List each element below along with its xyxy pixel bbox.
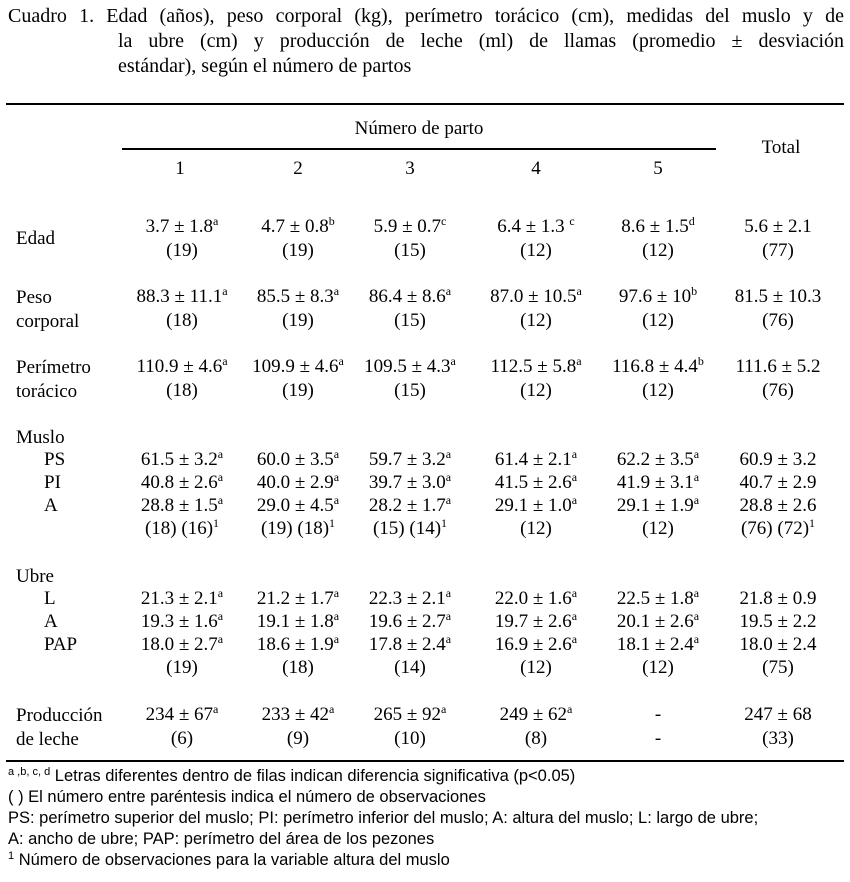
col-header-2: 2 [293,158,303,179]
table-bottom-rule [6,760,844,762]
perimetro-n-col-2: (19) [282,380,314,401]
ubre-a-col-6: 19.5 ± 2.2 [739,611,817,632]
perimetro-col-2: 109.9 ± 4.6$^a$ [252,354,344,377]
leche-col-6: 247 ± 68 [744,704,812,725]
ubre-l-col-6: 21.8 ± 0.9 [739,588,817,609]
ubre-l-col-4: 22.0 ± 1.6$^a$ [494,586,578,609]
muslo-pi-col-6: 40.7 ± 2.9 [739,472,817,493]
note-parentheses: ( ) El número entre paréntesis indica el número de observaciones [8,788,486,806]
edad-col-5: 8.6 ± 1.5$^d$ [621,214,695,237]
ubre-a-col-4: 19.7 ± 2.6$^a$ [494,609,578,632]
peso-col-6: 81.5 ± 10.3 [734,286,822,307]
caption-line-1: Cuadro 1. Edad (años), peso corporal (kg), perímetro torácico (cm), medidas del muslo y de [8,5,844,27]
peso-col-2: 85.5 ± 8.3$^a$ [256,284,340,307]
leche-n-col-3: (10) [394,728,426,749]
perimetro-col-3: 109.5 ± 4.3$^a$ [364,354,456,377]
caption-line-3: estándar), según el número de partos [118,55,412,77]
muslo-pi-col-4: 41.5 ± 2.6$^a$ [494,470,578,493]
muslo-n-col-2: (19) $(18)^1$ [260,516,336,539]
edad-col-6: 5.6 ± 2.1 [744,216,812,237]
ubre-l-col-2: 21.2 ± 1.7$^a$ [256,586,340,609]
perimetro-n-col-3: (15) [394,380,426,401]
muslo-a-col-1: 28.8 ± 1.5$^a$ [140,493,224,516]
col-header-4: 4 [531,158,541,179]
edad-col-3: 5.9 ± 0.7$^c$ [373,214,447,237]
row-label-muslo-ps: PS [44,449,66,470]
perimetro-n-col-5: (12) [642,380,674,401]
leche-n-col-4: (8) [524,728,548,749]
ubre-a-col-3: 19.6 ± 2.7$^a$ [368,609,452,632]
perimetro-col-5: 116.8 ± 4.4$^b$ [612,354,704,377]
peso-n-col-2: (19) [282,310,314,331]
note-footnote-1: $^1$ Número de observaciones para la variable altura del muslo [8,850,450,869]
leche-n-col-2: (9) [286,728,310,749]
row-label-muslo-a: A [44,495,58,516]
muslo-ps-col-5: 62.2 ± 3.5$^a$ [616,447,700,470]
leche-n-col-6: (33) [762,728,794,749]
row-label-ubre-l: L [44,588,56,609]
row-label-perimetro-2: torácico [16,381,78,402]
row-label-ubre-pap: PAP [44,634,78,655]
peso-col-4: 87.0 ± 10.5$^a$ [490,284,582,307]
col-header-3: 3 [405,158,415,179]
row-label-edad: Edad [16,228,56,249]
perimetro-col-4: 112.5 ± 5.8$^a$ [490,354,582,377]
peso-col-1: 88.3 ± 11.1$^a$ [136,284,228,307]
muslo-a-col-6: 28.8 ± 2.6 [739,495,817,516]
leche-col-3: $265 \pm 92^a$ [373,702,447,725]
ubre-pap-col-5: 18.1 ± 2.4$^a$ [616,632,700,655]
ubre-a-col-2: 19.1 ± 1.8$^a$ [256,609,340,632]
ubre-n-col-6: (75) [762,657,794,678]
peso-n-col-6: (76) [762,310,794,331]
muslo-ps-col-1: 61.5 ± 3.2$^a$ [140,447,224,470]
row-label-peso-2: corporal [16,311,80,332]
row-label-ubre-a: A [44,611,58,632]
ubre-n-col-4: (12) [520,657,552,678]
ubre-pap-col-1: 18.0 ± 2.7$^a$ [140,632,224,655]
note-abbreviations-2: A: ancho de ubre; PAP: perímetro del área de los pezones [8,830,435,848]
muslo-n-col-1: (18) $(16)^1$ [144,516,220,539]
note-letters: $^{a ,b, c, d}$ Letras diferentes dentro de filas indican diferencia significativa (p<0.05) [8,766,576,785]
ubre-pap-col-3: 17.8 ± 2.4$^a$ [368,632,452,655]
muslo-n-col-6: (76) $(72)^1$ [740,516,816,539]
row-label-peso-1: Peso [16,287,52,308]
edad-col-2: 4.7 ± 0.8$^b$ [261,214,335,237]
edad-col-1: 3.7 ± 1.8$^a$ [145,214,219,237]
row-label-leche-2: de leche [16,729,79,750]
muslo-n-col-4: (12) [520,518,552,539]
edad-n-col-1: (19) [166,240,198,261]
ubre-l-col-1: 21.3 ± 2.1$^a$ [140,586,224,609]
leche-col-5: - [654,704,662,725]
ubre-a-col-5: 20.1 ± 2.6$^a$ [616,609,700,632]
row-label-muslo-pi: PI [44,472,61,493]
muslo-pi-col-5: 41.9 ± 3.1$^a$ [616,470,700,493]
row-label-ubre: Ubre [16,566,54,587]
table-top-rule [6,103,844,105]
peso-n-col-3: (15) [394,310,426,331]
muslo-pi-col-3: 39.7 ± 3.0$^a$ [368,470,452,493]
caption-line-2: la ubre (cm) y producción de leche (ml) de llamas (promedio ± desviación [118,30,844,52]
muslo-a-col-2: 29.0 ± 4.5$^a$ [256,493,340,516]
ubre-pap-col-4: 16.9 ± 2.6$^a$ [494,632,578,655]
leche-col-2: $233 \pm 42^a$ [261,702,335,725]
muslo-ps-col-2: 60.0 ± 3.5$^a$ [256,447,340,470]
group-header-rule [122,148,716,150]
total-header: Total [761,137,801,158]
muslo-a-col-5: 29.1 ± 1.9$^a$ [616,493,700,516]
leche-col-1: $234 \pm 67^a$ [145,702,219,725]
ubre-n-col-3: (14) [394,657,426,678]
ubre-l-col-5: 22.5 ± 1.8$^a$ [616,586,700,609]
muslo-ps-col-3: 59.7 ± 3.2$^a$ [368,447,452,470]
edad-col-4: 6.4 ± 1.3 $^c$ [497,214,575,237]
perimetro-col-1: 110.9 ± 4.6$^a$ [136,354,228,377]
edad-n-col-5: (12) [642,240,674,261]
row-label-perimetro-1: Perímetro [16,357,91,378]
muslo-a-col-4: 29.1 ± 1.0$^a$ [494,493,578,516]
peso-n-col-5: (12) [642,310,674,331]
edad-n-col-6: (77) [762,240,794,261]
ubre-pap-col-2: 18.6 ± 1.9$^a$ [256,632,340,655]
ubre-l-col-3: 22.3 ± 2.1$^a$ [368,586,452,609]
perimetro-n-col-4: (12) [520,380,552,401]
muslo-a-col-3: 28.2 ± 1.7$^a$ [368,493,452,516]
leche-n-col-5: - [654,728,662,749]
edad-n-col-2: (19) [282,240,314,261]
muslo-ps-col-4: 61.4 ± 2.1$^a$ [494,447,578,470]
perimetro-n-col-1: (18) [166,380,198,401]
muslo-ps-col-6: 60.9 ± 3.2 [739,449,817,470]
peso-col-5: $97.6 \pm 10^b$ [618,284,698,307]
row-label-muslo: Muslo [16,427,65,448]
ubre-n-col-1: (19) [166,657,198,678]
ubre-pap-col-6: 18.0 ± 2.4 [739,634,817,655]
muslo-n-col-3: (15) $(14)^1$ [372,516,448,539]
peso-n-col-1: (18) [166,310,198,331]
table-notes [8,766,848,871]
col-header-5: 5 [653,158,663,179]
peso-col-3: 86.4 ± 8.6$^a$ [368,284,452,307]
row-label-leche-1: Producción [16,705,103,726]
leche-n-col-1: (6) [170,728,194,749]
leche-col-4: $249 \pm 62^a$ [499,702,573,725]
ubre-n-col-5: (12) [642,657,674,678]
group-header: Número de parto [354,118,484,139]
table-caption [8,4,844,79]
muslo-n-col-5: (12) [642,518,674,539]
muslo-pi-col-1: 40.8 ± 2.6$^a$ [140,470,224,493]
peso-n-col-4: (12) [520,310,552,331]
col-header-1: 1 [175,158,185,179]
perimetro-n-col-6: (76) [762,380,794,401]
edad-n-col-3: (15) [394,240,426,261]
perimetro-col-6: 111.6 ± 5.2 [735,356,821,377]
muslo-pi-col-2: 40.0 ± 2.9$^a$ [256,470,340,493]
note-abbreviations-1: PS: perímetro superior del muslo; PI: perímetro inferior del muslo; A: altura del muslo; L: largo de ubre; [8,809,759,827]
ubre-n-col-2: (18) [282,657,314,678]
edad-n-col-4: (12) [520,240,552,261]
ubre-a-col-1: 19.3 ± 1.6$^a$ [140,609,224,632]
